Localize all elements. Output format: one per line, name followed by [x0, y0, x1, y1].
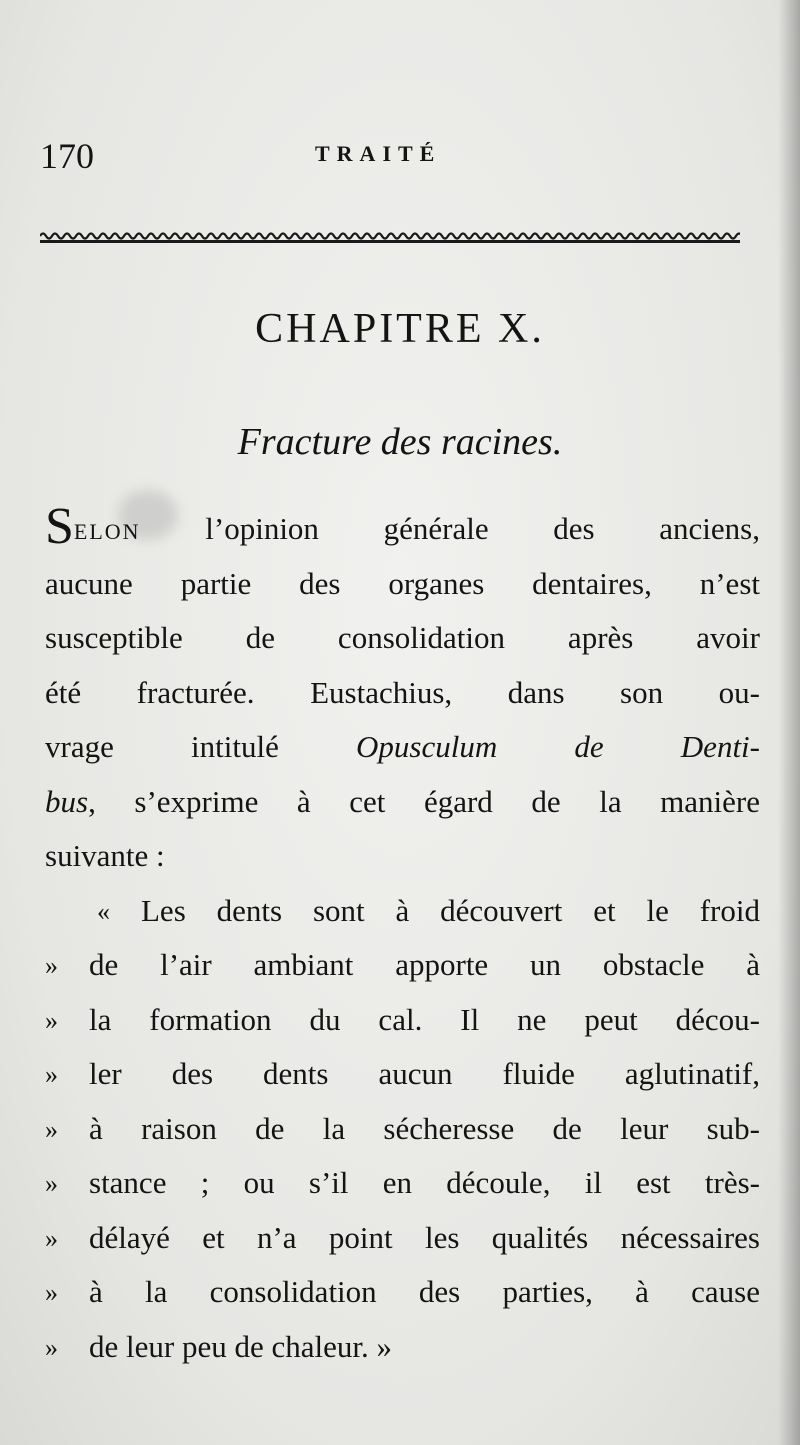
text-line: susceptible de consolidation après avoir: [45, 620, 760, 655]
section-title: Fracture des racines.: [237, 421, 563, 463]
drop-cap: S: [45, 498, 74, 555]
open-quote-mark: «: [97, 896, 110, 926]
quote-text: de leur peu de chaleur. »: [89, 1328, 392, 1364]
quote-mark: »: [45, 1278, 58, 1307]
page-edge-shadow: [778, 0, 800, 1445]
quote-mark: »: [45, 1223, 58, 1253]
text-line: suivante :: [45, 838, 165, 873]
quote-mark: »: [45, 951, 58, 980]
quote-mark: »: [45, 1332, 58, 1362]
quote-line: [45, 993, 760, 1048]
quote-mark: »: [45, 1169, 58, 1198]
quote-mark: »: [45, 1060, 58, 1089]
page-number: 170: [40, 136, 94, 176]
quote-line: [45, 1156, 760, 1211]
chapter-title: CHAPITRE X.: [255, 306, 545, 352]
text-line: été fracturée. Eustachius, dans son ou-: [45, 674, 760, 710]
small-caps-word: ELON: [73, 519, 141, 544]
quote-line: [45, 938, 760, 993]
quote-mark: »: [45, 1005, 58, 1035]
quote-text: à la consolidation des parties, à cause: [89, 1274, 760, 1309]
quote-line: [45, 1047, 760, 1102]
text-line: [45, 498, 760, 557]
ornamental-rule: [40, 230, 740, 244]
line-text: l’opinion générale des anciens,: [140, 511, 760, 546]
quote-text: délayé et n’a point les qualités nécessaires: [89, 1219, 760, 1255]
running-head: [40, 135, 740, 175]
quote-line: [45, 1102, 760, 1157]
quote-text: à raison de la sécheresse de leur sub-: [89, 1110, 760, 1146]
quote-line: [45, 884, 760, 939]
quote-line: [45, 1320, 760, 1375]
line-text: , s’exprime à cet égard de la manière: [88, 783, 760, 819]
italic-title: bus: [45, 783, 89, 819]
body-text: [45, 498, 760, 1374]
line-text: vrage intitulé: [45, 729, 356, 764]
quote-text: Les dents sont à découvert et le froid: [141, 892, 760, 928]
quote-line: [45, 1211, 760, 1266]
quote-text: de l’air ambiant apporte un obstacle à: [89, 947, 760, 982]
italic-title: Opusculum de Denti-: [356, 729, 760, 764]
running-title: TRAITÉ: [315, 141, 442, 166]
quote-line: [45, 1265, 760, 1320]
text-line: aucune partie des organes dentaires, n’est: [45, 565, 760, 601]
quote-text: stance ; ou s’il en découle, il est très-: [89, 1165, 760, 1200]
quote-text: ler des dents aucun fluide aglutinatif,: [89, 1056, 760, 1091]
quote-text: la formation du cal. Il ne peut décou-: [89, 1001, 760, 1037]
text-line: [45, 720, 760, 775]
text-line: [45, 775, 760, 830]
quote-mark: »: [45, 1114, 58, 1144]
